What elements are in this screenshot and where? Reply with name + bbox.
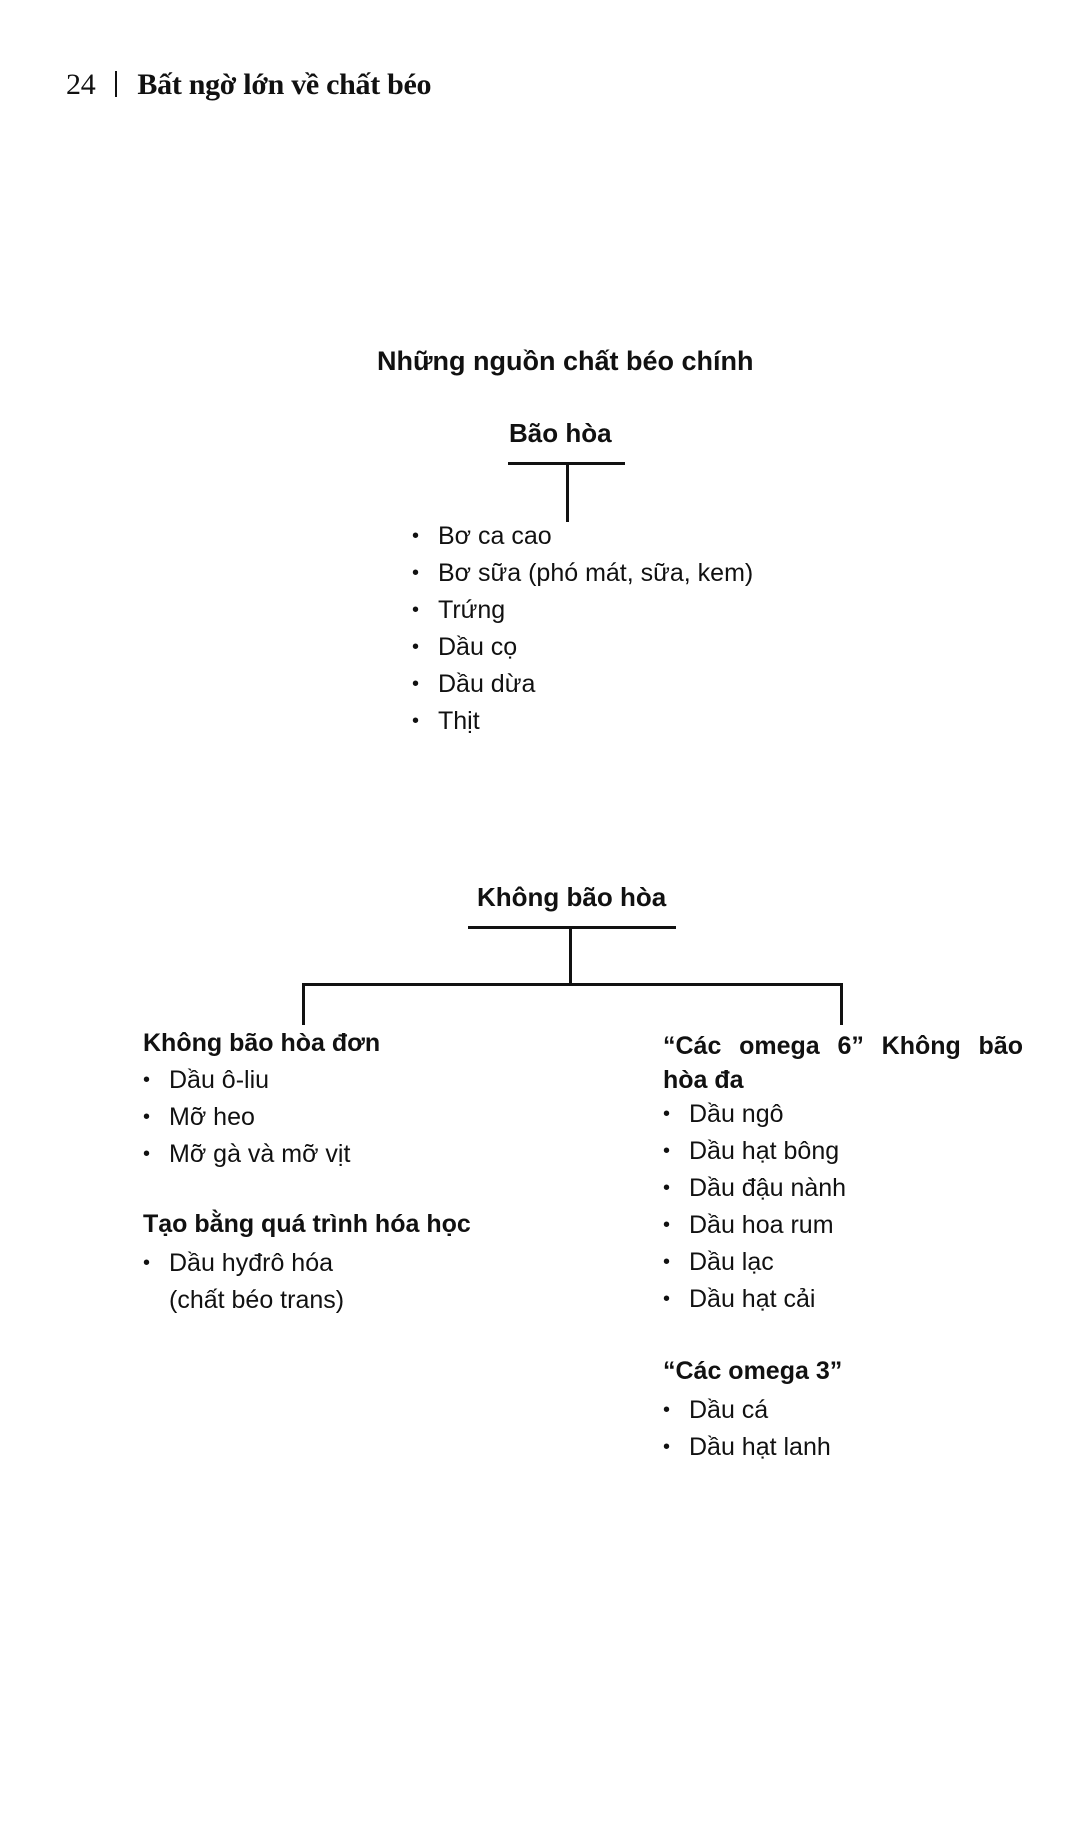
list-item: • Thịt bbox=[412, 703, 753, 740]
poly-connector bbox=[840, 983, 843, 1025]
list-item: • Dầu ngô bbox=[663, 1096, 846, 1133]
list-item: • Dầu dừa bbox=[412, 666, 753, 703]
list-item: • Dầu hyđrô hóa (chất béo trans) bbox=[143, 1245, 393, 1319]
mono-list bbox=[143, 1062, 350, 1173]
mono-connector bbox=[302, 983, 305, 1025]
list-item: • Dầu cá bbox=[663, 1392, 831, 1429]
list-item: • Dầu hạt cải bbox=[663, 1281, 846, 1318]
page-number: 24 bbox=[66, 68, 96, 101]
list-item: • Bơ ca cao bbox=[412, 518, 753, 555]
omega6-list bbox=[663, 1096, 846, 1318]
list-item: • Dầu hoa rum bbox=[663, 1207, 846, 1244]
omega6-heading: “Các omega 6” Không bão hòa đa bbox=[663, 1032, 1023, 1094]
list-item: • Dầu đậu nành bbox=[663, 1170, 846, 1207]
mono-heading: Không bão hòa đơn bbox=[143, 1029, 381, 1057]
saturated-stem bbox=[566, 462, 569, 522]
book-title: Bất ngờ lớn về chất béo bbox=[137, 68, 432, 101]
chemical-heading: Tạo bằng quá trình hóa học bbox=[143, 1210, 471, 1238]
unsaturated-bar bbox=[468, 926, 676, 929]
saturated-list bbox=[412, 518, 753, 740]
list-item: • Dầu cọ bbox=[412, 629, 753, 666]
list-item: • Dầu hạt lanh bbox=[663, 1429, 831, 1466]
omega3-heading: “Các omega 3” bbox=[663, 1357, 843, 1385]
omega3-list bbox=[663, 1392, 831, 1466]
chemical-list bbox=[143, 1245, 393, 1319]
list-item: • Dầu hạt bông bbox=[663, 1133, 846, 1170]
unsaturated-split-bar bbox=[302, 983, 843, 986]
unsaturated-heading: Không bão hòa bbox=[477, 882, 667, 912]
list-item: • Mỡ heo bbox=[143, 1099, 350, 1136]
list-item: • Trứng bbox=[412, 592, 753, 629]
running-header bbox=[66, 68, 431, 102]
diagram-title: Những nguồn chất béo chính bbox=[377, 346, 754, 376]
list-item: • Bơ sữa (phó mát, sữa, kem) bbox=[412, 555, 753, 592]
unsaturated-stem bbox=[569, 926, 572, 986]
list-item: • Dầu ô-liu bbox=[143, 1062, 350, 1099]
list-item: • Mỡ gà và mỡ vịt bbox=[143, 1136, 350, 1173]
header-divider bbox=[115, 71, 117, 97]
list-item: • Dầu lạc bbox=[663, 1244, 846, 1281]
saturated-heading: Bão hòa bbox=[509, 418, 612, 448]
